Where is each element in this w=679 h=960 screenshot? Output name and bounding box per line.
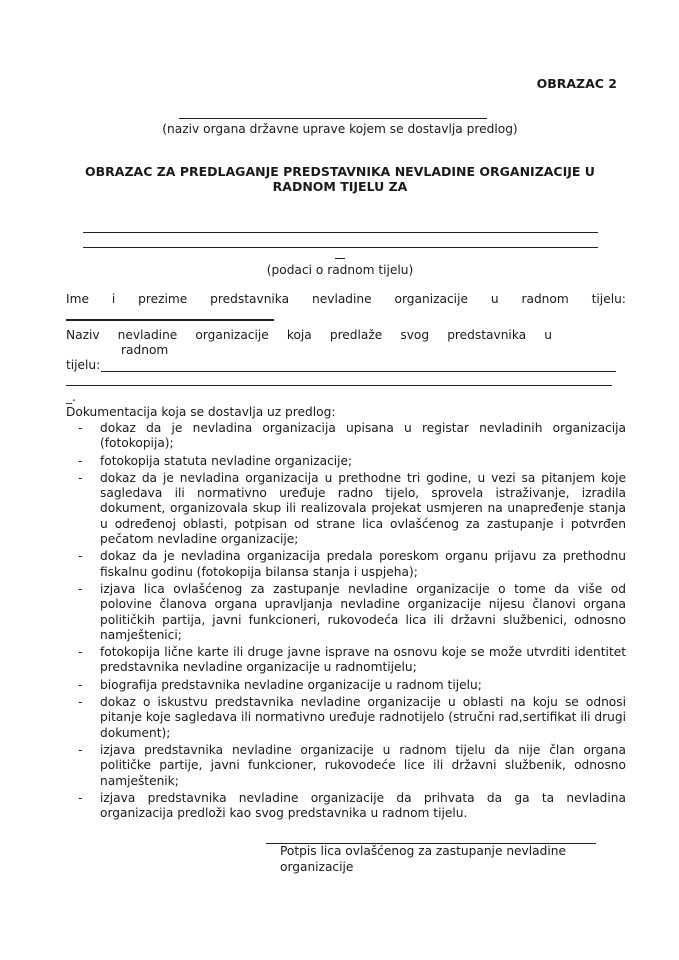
organization-label-line3: tijelu:: [66, 358, 101, 372]
documentation-item: - dokaz o iskustvu predstavnika nevladine organizacije u oblasti na koju se odnosi pitanje koje sagledava ili normativno uređuje radnotijelo (stručni rad,sertifikat ili drugi dokument);: [78, 695, 626, 740]
form-title-line2: RADNOM TIJELU ZA: [272, 179, 408, 194]
documentation-item: - dokaz da je nevladina organizacija u prethodne tri godine, u vezi sa pitanjem koje sagledava ili normativno uređuje radno tijelo, sprovela istraživanje, izradila dokument, organizovala skup ili realizovala projekat usmjeren na unapređenje stanja u određenoj oblasti, potpisan od strane lica ovlašćenog za zastupanje i potvrđen pečatom nevladine organizacije;: [78, 470, 626, 547]
documentation-list: [66, 421, 626, 823]
signature-caption: Potpis lica ovlašćenog za zastupanje nevladine organizacije: [280, 844, 566, 874]
body-line-3: [335, 258, 345, 259]
body-caption: (podaci o radnom tijelu): [266, 263, 414, 277]
documentation-item: - fotokopija lične karte ili druge javne isprave na osnovu koje se može utvrditi identitet predstavnika nevladine organizacije u radnomtijelu;: [78, 645, 626, 675]
organization-label-line2: radnom: [121, 343, 169, 357]
authority-name-line[interactable]: [179, 118, 487, 119]
body-line-1[interactable]: [83, 232, 598, 233]
documentation-item: - dokaz da je nevladina organizacija predala poreskom organu prijavu za prethodnu fiskalnu godinu (fotokopija bilansa stanja i uspjeha);: [78, 549, 626, 579]
form-title-line1: OBRAZAC ZA PREDLAGANJE PREDSTAVNIKA NEVLADINE ORGANIZACIJE U: [85, 164, 595, 179]
documentation-heading: Dokumentacija koja se dostavlja uz predlog:: [66, 405, 336, 419]
authority-caption: (naziv organa državne uprave kojem se dostavlja predlog): [162, 122, 518, 136]
organization-name-field-2[interactable]: [66, 385, 612, 386]
form-title: [60, 164, 620, 194]
form-number: OBRAZAC 2: [536, 76, 617, 91]
documentation-item: - izjava predstavnika nevladine organizacije da prihvata da ga ta nevladina organizacija predloži kao svog predstavnika u radnom tijelu.: [78, 790, 626, 821]
organization-name-field-1[interactable]: [101, 371, 616, 372]
organization-trailing-mark: _.: [66, 390, 76, 404]
organization-label: Naziv nevladine organizacije koja predlaže svog predstavnika u: [66, 328, 552, 342]
representative-name-field[interactable]: [66, 319, 274, 321]
documentation-item: - biografija predstavnika nevladine organizacije u radnom tijelu;: [78, 677, 482, 692]
documentation-item: - dokaz da je nevladina organizacija upisana u registar nevladinih organizacija (fotokopija);: [78, 421, 626, 451]
documentation-item: - izjava predstavnika nevladine organizacije u radnom tijelu da nije član organa političke partije, javni funkcioner, rukovodeće lice ili državni službenik, odnosno namještenik;: [78, 742, 626, 788]
documentation-item: - fotokopija statuta nevladine organizacije;: [78, 453, 353, 468]
representative-label: Ime i prezime predstavnika nevladine organizacije u radnom tijelu:: [66, 292, 626, 306]
body-line-2[interactable]: [83, 247, 598, 248]
documentation-item: - izjava lica ovlašćenog za zastupanje nevladine organizacije o tome da više od polovine članova organa upravljanja nevladine organizacije nijesu članovi organa političkih partija, javni funkcioneri, rukovodeća lica ili državni službenici, odnosno namještenici;: [78, 581, 626, 642]
